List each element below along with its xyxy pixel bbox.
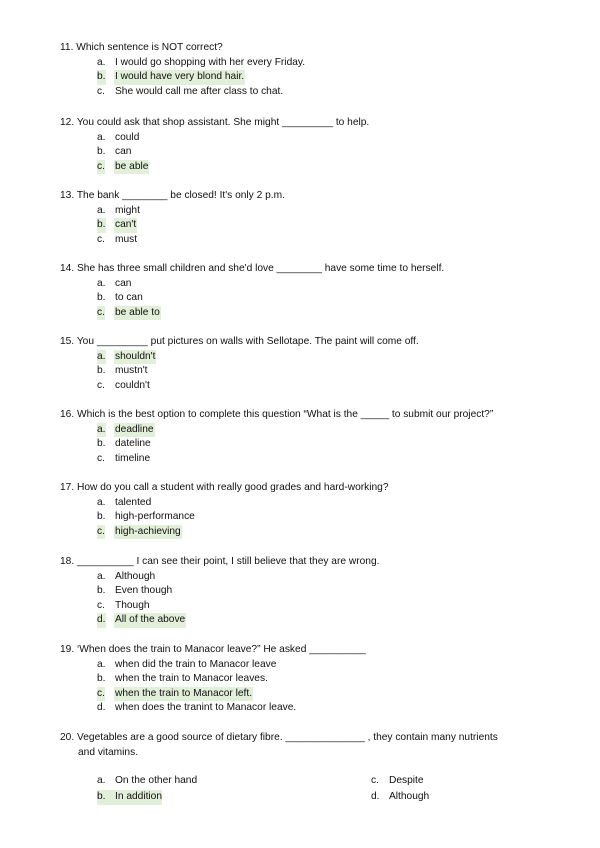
option-a[interactable]: a. when did the train to Manacor leave	[97, 658, 277, 670]
question-number: 13.	[60, 190, 75, 201]
option-b[interactable]: b. Even though	[97, 585, 173, 597]
question-12	[60, 116, 550, 174]
option-list	[60, 277, 550, 321]
option-list	[60, 350, 550, 394]
question-16	[60, 408, 550, 466]
question-text: Which sentence is NOT correct?	[76, 42, 223, 53]
question-text-continued: and vitamins.	[78, 746, 139, 758]
question-18	[60, 555, 550, 628]
question-text: Vegetables are a good source of dietary fibre. ______________ , they contain many nutrients	[77, 732, 498, 743]
question-text: ‘When does the train to Manacor leave?” He asked __________	[77, 644, 366, 655]
option-c[interactable]: c. couldn't	[97, 379, 150, 391]
question-text: You could ask that shop assistant. She might _________ to help.	[76, 117, 370, 128]
question-text: The bank ________ be closed! It's only 2 p.m.	[76, 190, 285, 201]
question-number: 19.	[60, 644, 75, 655]
option-grid	[60, 774, 550, 806]
question-text: You _________ put pictures on walls with Sellotape. The paint will come off.	[76, 336, 419, 347]
option-a-correct[interactable]: a. shouldn't	[60, 350, 550, 365]
option-d-correct[interactable]: d. All of the above	[60, 613, 550, 628]
option-b-correct[interactable]: b. In addition	[97, 790, 162, 805]
option-c-correct[interactable]: c. when the train to Manacor left.	[60, 687, 550, 702]
option-list	[60, 658, 550, 716]
question-20	[60, 731, 550, 806]
option-a[interactable]: a. talented	[97, 496, 152, 508]
question-number: 14.	[60, 263, 75, 274]
option-list	[60, 131, 550, 175]
option-a[interactable]: a. I would go shopping with her every Friday.	[97, 56, 306, 68]
question-text: Which is the best option to complete this question “What is the _____ to submit our project?”	[77, 409, 494, 420]
question-11	[60, 41, 550, 99]
option-c[interactable]: c. must	[97, 233, 138, 245]
question-17	[60, 481, 550, 539]
option-b[interactable]: b. high-performance	[97, 511, 195, 523]
option-c[interactable]: c. Though	[97, 599, 150, 611]
option-c[interactable]: c. She would call me after class to chat.	[97, 85, 284, 97]
option-d[interactable]: d. when does the tranint to Manacor leave.	[97, 702, 297, 714]
option-c-correct[interactable]: c. high-achieving	[60, 525, 550, 540]
option-b[interactable]: b. can	[97, 146, 132, 158]
option-a[interactable]: a. might	[97, 204, 140, 216]
option-b-correct[interactable]: b. I would have very blond hair.	[60, 70, 550, 85]
question-15	[60, 335, 550, 393]
question-number: 15.	[60, 336, 75, 347]
option-c-correct[interactable]: c. be able to	[60, 306, 550, 321]
option-d[interactable]: d. Although	[371, 791, 430, 803]
option-list	[60, 423, 550, 467]
question-text: How do you call a student with really good grades and hard-working?	[77, 482, 389, 493]
option-b[interactable]: b. dateline	[97, 438, 151, 450]
option-list	[60, 204, 550, 248]
option-b[interactable]: b. mustn't	[97, 365, 148, 377]
question-number: 20.	[60, 732, 75, 743]
question-number: 16.	[60, 409, 75, 420]
question-14	[60, 262, 550, 320]
question-19	[60, 643, 550, 716]
option-list	[60, 570, 550, 628]
option-a[interactable]: a. can	[97, 277, 132, 289]
question-13	[60, 189, 550, 247]
question-number: 11.	[60, 42, 74, 53]
question-number: 12.	[60, 117, 75, 128]
option-c-correct[interactable]: c. be able	[60, 160, 550, 175]
option-c[interactable]: c. Despite	[371, 775, 424, 787]
option-a-correct[interactable]: a. deadline	[60, 423, 550, 438]
option-list	[60, 496, 550, 540]
question-text: She has three small children and she'd love ________ have some time to herself.	[77, 263, 445, 274]
option-c[interactable]: c. timeline	[97, 452, 151, 464]
option-a[interactable]: a. could	[97, 131, 140, 143]
option-b[interactable]: b. to can	[97, 292, 143, 304]
option-b-correct[interactable]: b. can't	[60, 218, 550, 233]
option-list	[60, 56, 550, 100]
question-text: __________ I can see their point, I still believe that they are wrong.	[77, 556, 380, 567]
option-a[interactable]: a. On the other hand	[97, 775, 198, 787]
question-number: 17.	[60, 482, 75, 493]
question-number: 18.	[60, 556, 75, 567]
option-b[interactable]: b. when the train to Manacor leaves.	[97, 673, 268, 685]
option-a[interactable]: a. Although	[97, 570, 156, 582]
